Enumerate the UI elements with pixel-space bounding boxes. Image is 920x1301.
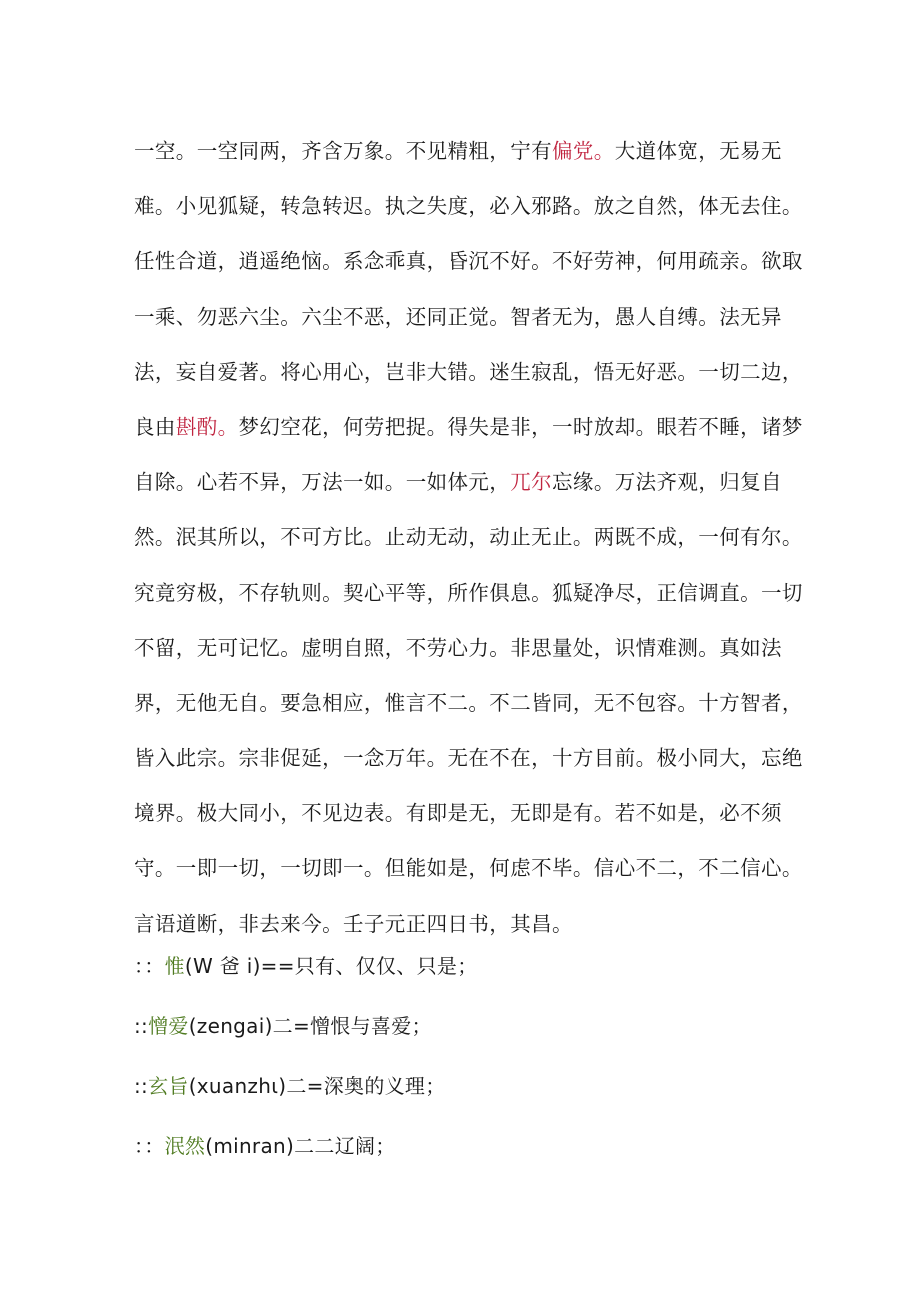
passage-line <box>134 124 782 179</box>
highlighted-term: 偏党。 <box>552 139 615 163</box>
passage-segment: 境界。极大同小，不见边表。有即是无，无即是有。若不如是，必不须 <box>134 801 782 826</box>
passage-line <box>134 400 803 455</box>
annotation-notes <box>134 944 794 1184</box>
passage-segment: 一空。一空同两，齐含万象。不见精粗，宁有 <box>134 139 552 163</box>
passage-segment: 任性合道，逍遥绝恼。系念乖真，昏沉不好。不好劳神，何用疏亲。欲取 <box>134 249 803 274</box>
note-prefix: ：： <box>134 1134 165 1158</box>
highlighted-term: 斟酌。 <box>175 414 239 439</box>
passage-segment: 梦幻空花，何劳把捉。得失是非，一时放却。眼若不睡，诸梦 <box>238 414 803 439</box>
passage-line <box>134 731 803 786</box>
highlighted-term: 兀尔 <box>510 470 553 495</box>
passage-segment: 忘缘。万法齐观，归复自 <box>552 470 782 495</box>
passage-segment: 言语道断，非去来今。壬子元正四日书，其昌。 <box>134 911 573 936</box>
passage-segment: 良由 <box>134 414 176 439</box>
passage-line <box>134 510 803 565</box>
passage-line <box>134 234 803 289</box>
passage-segment: 界，无他无自。要急相应，惟言不二。不二皆同，无不包容。十方智者， <box>134 690 803 715</box>
passage-line <box>134 290 782 345</box>
note-item <box>134 944 794 1004</box>
passage-line <box>134 566 803 621</box>
passage-segment: 守。一即一切，一切即一。但能如是，何虑不毕。信心不二，不二信心。 <box>134 856 803 881</box>
note-prefix: :: <box>134 1074 149 1098</box>
passage-segment: 不留，无可记忆。虚明自照，不劳心力。非思量处，识情难测。真如法 <box>134 635 782 660</box>
passage-segment: 然。泯其所以，不可方比。止动无动，动止无止。两既不成，一何有尔。 <box>134 525 803 550</box>
note-item <box>134 1124 794 1184</box>
note-prefix: ：： <box>134 954 165 978</box>
passage-segment: 大道体宽，无易无 <box>614 139 782 163</box>
passage-segment: 皆入此宗。宗非促延，一念万年。无在不在，十方目前。极小同大，忘绝 <box>134 746 803 771</box>
note-rest: (xuanzhι)二=深奥的义理； <box>188 1074 446 1098</box>
passage-text <box>134 124 803 952</box>
passage-line <box>134 345 803 400</box>
passage-segment: 自除。心若不异，万法一如。一如体元， <box>134 470 511 495</box>
passage-line <box>134 455 782 510</box>
passage-segment: 究竟穷极，不存轨则。契心平等，所作俱息。狐疑净尽，正信调直。一切 <box>134 580 803 605</box>
note-prefix: :: <box>134 1014 149 1038</box>
passage-line <box>134 676 803 731</box>
passage-line <box>134 179 803 234</box>
passage-segment: 难。小见狐疑，转急转迟。执之失度，必入邪路。放之自然，体无去住。 <box>134 194 803 219</box>
note-item <box>134 1064 794 1124</box>
note-rest: (minran)二二辽阔； <box>205 1134 396 1158</box>
passage-segment: 法，妄自爱著。将心用心，岂非大错。迷生寂乱，悟无好恶。一切二边， <box>134 359 803 384</box>
passage-line <box>134 786 782 841</box>
note-item <box>134 1004 794 1064</box>
passage-line <box>134 621 782 676</box>
passage-segment: 一乘、勿恶六尘。六尘不恶，还同正觉。智者无为，愚人自缚。法无异 <box>134 304 782 329</box>
note-term: 憎爱 <box>148 1014 189 1038</box>
note-term: 泯然 <box>164 1134 206 1158</box>
note-rest: (zengai)二=憎恨与喜爱； <box>188 1014 432 1038</box>
note-rest: (W 爸 i)==只有、仅仅、只是； <box>184 954 478 978</box>
passage-line <box>134 841 803 896</box>
note-term: 玄旨 <box>148 1074 189 1098</box>
note-term: 惟 <box>164 954 185 978</box>
